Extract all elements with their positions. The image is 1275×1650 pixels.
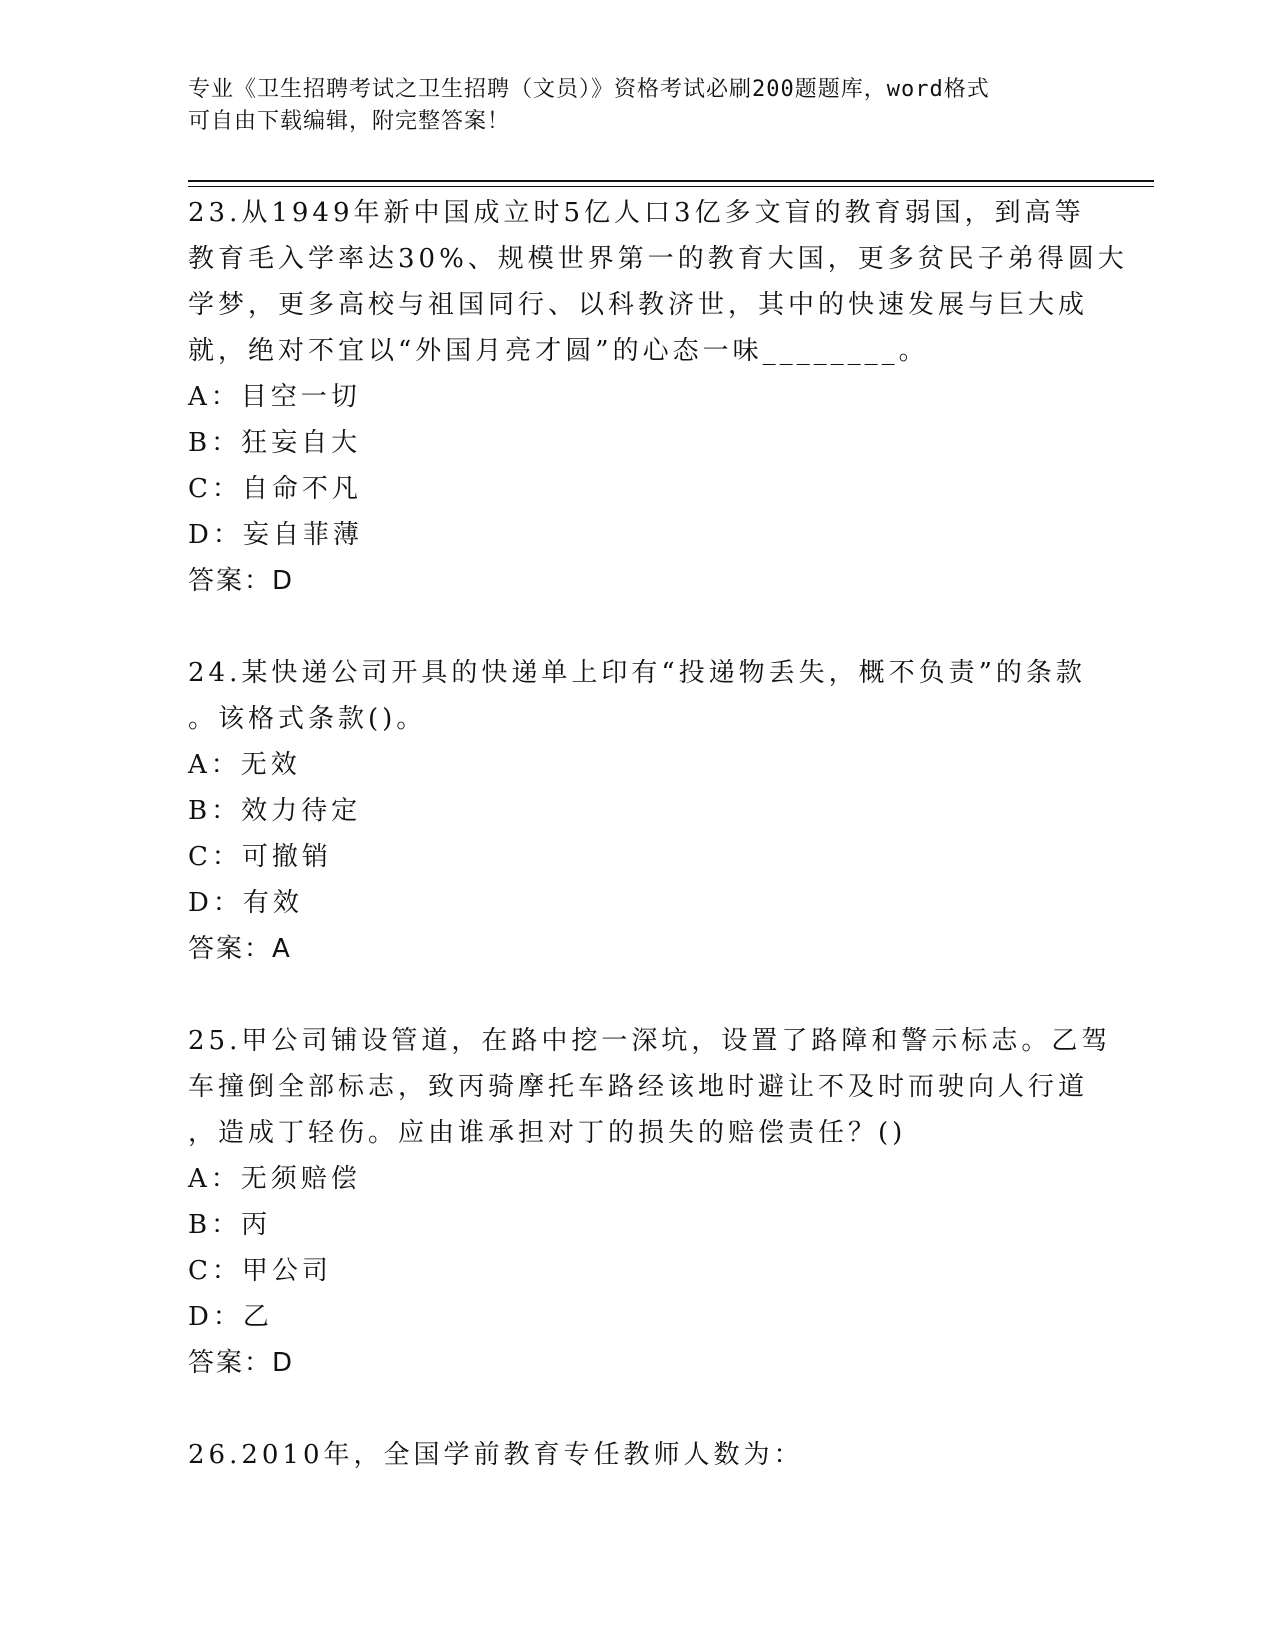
document-header: [188, 74, 1088, 138]
answer-label: 答案：D: [188, 1348, 295, 1378]
question-24: [188, 650, 1088, 972]
header-line-1: 专业《卫生招聘考试之卫生招聘（文员）》资格考试必刷200题题库，word格式: [188, 77, 990, 102]
option-a: A：无须赔偿: [188, 1164, 361, 1194]
question-stem-line: 26.2010年，全国学前教育专任教师人数为：: [188, 1440, 804, 1470]
question-stem-line: ，造成丁轻伤。应由谁承担对丁的损失的赔偿责任？(): [188, 1118, 907, 1148]
option-d: D：妄自菲薄: [188, 520, 363, 550]
question-stem-line: 教育毛入学率达30%、规模世界第一的教育大国，更多贫民子弟得圆大: [188, 244, 1128, 274]
option-c: C：甲公司: [188, 1256, 332, 1286]
option-a: A：无效: [188, 750, 301, 780]
question-25: [188, 1018, 1112, 1386]
question-stem-line: 。该格式条款()。: [188, 704, 427, 734]
answer-label: 答案：D: [188, 566, 295, 596]
option-b: B：效力待定: [188, 796, 362, 826]
option-d: D：有效: [188, 888, 303, 918]
option-c: C：可撤销: [188, 842, 332, 872]
question-stem-line: 车撞倒全部标志，致丙骑摩托车路经该地时避让不及时而驶向人行道: [188, 1072, 1089, 1102]
question-stem-line: 25.甲公司铺设管道，在路中挖一深坑，设置了路障和警示标志。乙驾: [188, 1026, 1112, 1056]
header-divider-thick: [188, 180, 1154, 182]
question-stem-line: 23.从1949年新中国成立时5亿人口3亿多文盲的教育弱国，到高等: [188, 198, 1085, 228]
question-stem-line: 24.某快递公司开具的快递单上印有“投递物丢失，概不负责”的条款: [188, 658, 1086, 688]
header-line-2: 可自由下载编辑，附完整答案！: [188, 109, 511, 134]
answer-label: 答案：A: [188, 934, 292, 964]
question-23: [188, 190, 1128, 604]
option-b: B：狂妄自大: [188, 428, 362, 458]
option-a: A：目空一切: [188, 382, 361, 412]
option-b: B：丙: [188, 1210, 272, 1240]
question-26: [188, 1432, 1088, 1478]
option-d: D：乙: [188, 1302, 273, 1332]
question-stem-line: 学梦，更多高校与祖国同行、以科教济世，其中的快速发展与巨大成: [188, 290, 1089, 320]
question-stem-line: 就，绝对不宜以“外国月亮才圆”的心态一味________。: [188, 336, 929, 366]
header-divider-thin: [188, 186, 1154, 187]
option-c: C：自命不凡: [188, 474, 362, 504]
question-list: [188, 190, 1128, 1478]
